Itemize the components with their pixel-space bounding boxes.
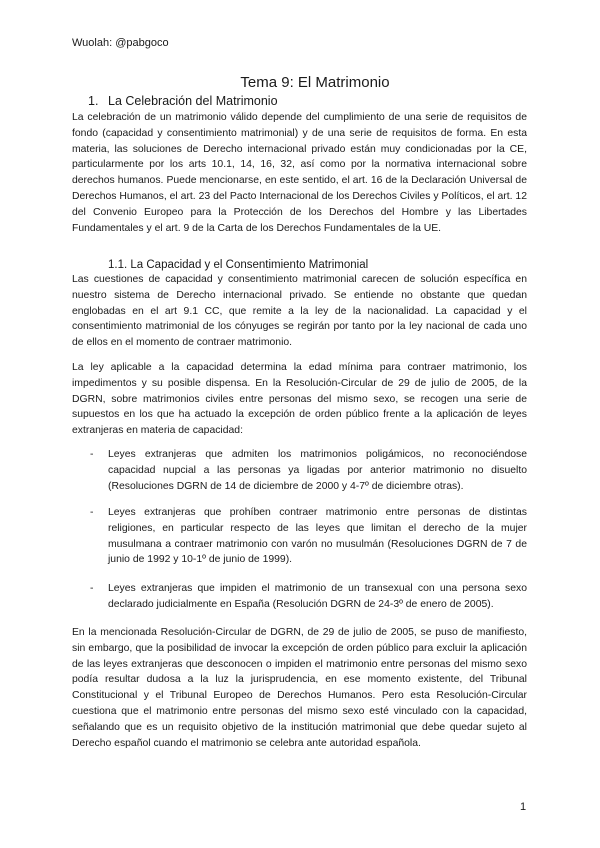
bullet-dash: - [90, 449, 94, 460]
document-title: Tema 9: El Matrimonio [240, 74, 390, 91]
list-item [90, 581, 527, 613]
bullet-dash: - [90, 507, 94, 518]
list-item [90, 447, 527, 494]
bullet-dash: - [90, 583, 94, 594]
page-number: 1 [520, 801, 527, 813]
list-item [90, 505, 527, 568]
subsection-paragraph-3: En la mencionada Resolución-Circular de DGRN, de 29 de julio de 2005, se puso de manifiesto, sin embargo, que la posibilidad de invocar la excepción de orden público para excluir la aplicación de las leyes extranjeras que desconocen o impiden el matrimonio entre personas del mismo sexo podía resultar dudosa a la luz la jurisprudencia, en ese momento existente, del Tribunal Constitucional y el Tribunal Europeo de Derechos Humanos. Pero esta Resolución-Circular cuestiona que el matrimonio entre personas del mismo sexo esté vinculado con la capacidad, señalando que es un requisito objetivo de la institución matrimonial que debe quedar sujeto al Derecho español cuando el matrimonio se celebra ante autoridad española. [72, 627, 527, 749]
section-heading-text: La Celebración del Matrimonio [108, 94, 278, 108]
section-heading-1 [88, 93, 278, 109]
section-1-paragraph: La celebración de un matrimonio válido depende del cumplimiento de una serie de requisitos de fondo (capacidad y consentimiento matrimonial) y de una serie de requisitos de forma. En esta materia, las soluciones de Derecho internacional privado están muy condicionadas por la CE, particularmente por los arts 10.1, 14, 16, 32, así como por la normativa internacional sobre derechos humanos. Puede mencionarse, en este sentido, el art. 16 de la Declaración Universal de Derechos Humanos, el art. 23 del Pacto Internacional de los Derechos Civiles y Políticos, el art. 12 del Convenio Europeo para la Protección de los Derechos del Hombre y las Libertades Fundamentales y el art. 9 de la Carta de los Derechos Fundamentales de la UE. [72, 112, 527, 234]
bullet-text: Leyes extranjeras que admiten los matrimonios poligámicos, no reconociéndose capacidad nupcial a las personas ya ligadas por anterior matrimonio no disuelto (Resoluciones DGRN de 14 de diciembre de 2000 y 4-7º de diciembre otras). [108, 449, 527, 492]
subsection-paragraph-1: Las cuestiones de capacidad y consentimiento matrimonial carecen de solución específica en nuestro sistema de Derecho internacional privado. Se entiende no obstante que quedan englobadas en el art 9.1 CC, que remite a la ley de la nacionalidad. La capacidad y el consentimiento matrimonial de los cónyuges se regirán por tanto por la ley nacional de cada uno de ellos en el momento de contraer matrimonio. [72, 274, 527, 349]
subsection-heading-1-1: 1.1. La Capacidad y el Consentimiento Matrimonial [108, 259, 369, 271]
bullet-text: Leyes extranjeras que prohíben contraer matrimonio entre personas de distintas religiones, en particular respecto de las leyes que limitan el derecho de la mujer musulmana a contraer matrimonio con varón no musulmán (Resoluciones DGRN de 7 de junio de 1992 y 10-1º de junio de 1999). [108, 507, 527, 566]
section-number: 1. [88, 94, 99, 108]
subsection-paragraph-2: La ley aplicable a la capacidad determina la edad mínima para contraer matrimonio, los impedimentos y su posible dispensa. En la Resolución-Circular de 29 de julio de 2005, de la DGRN, sobre matrimonios civiles entre personas del mismo sexo, se recogen una serie de supuestos en los que ha actuado la excepción de orden público frente a la aplicación de leyes extranjeras en materia de capacidad: [72, 362, 527, 437]
watermark-header: Wuolah: @pabgoco [72, 37, 169, 49]
bullet-text: Leyes extranjeras que impiden el matrimonio de un transexual con una persona sexo declarado judicialmente en España (Resolución DGRN de 24-3º de enero de 2005). [108, 583, 527, 610]
